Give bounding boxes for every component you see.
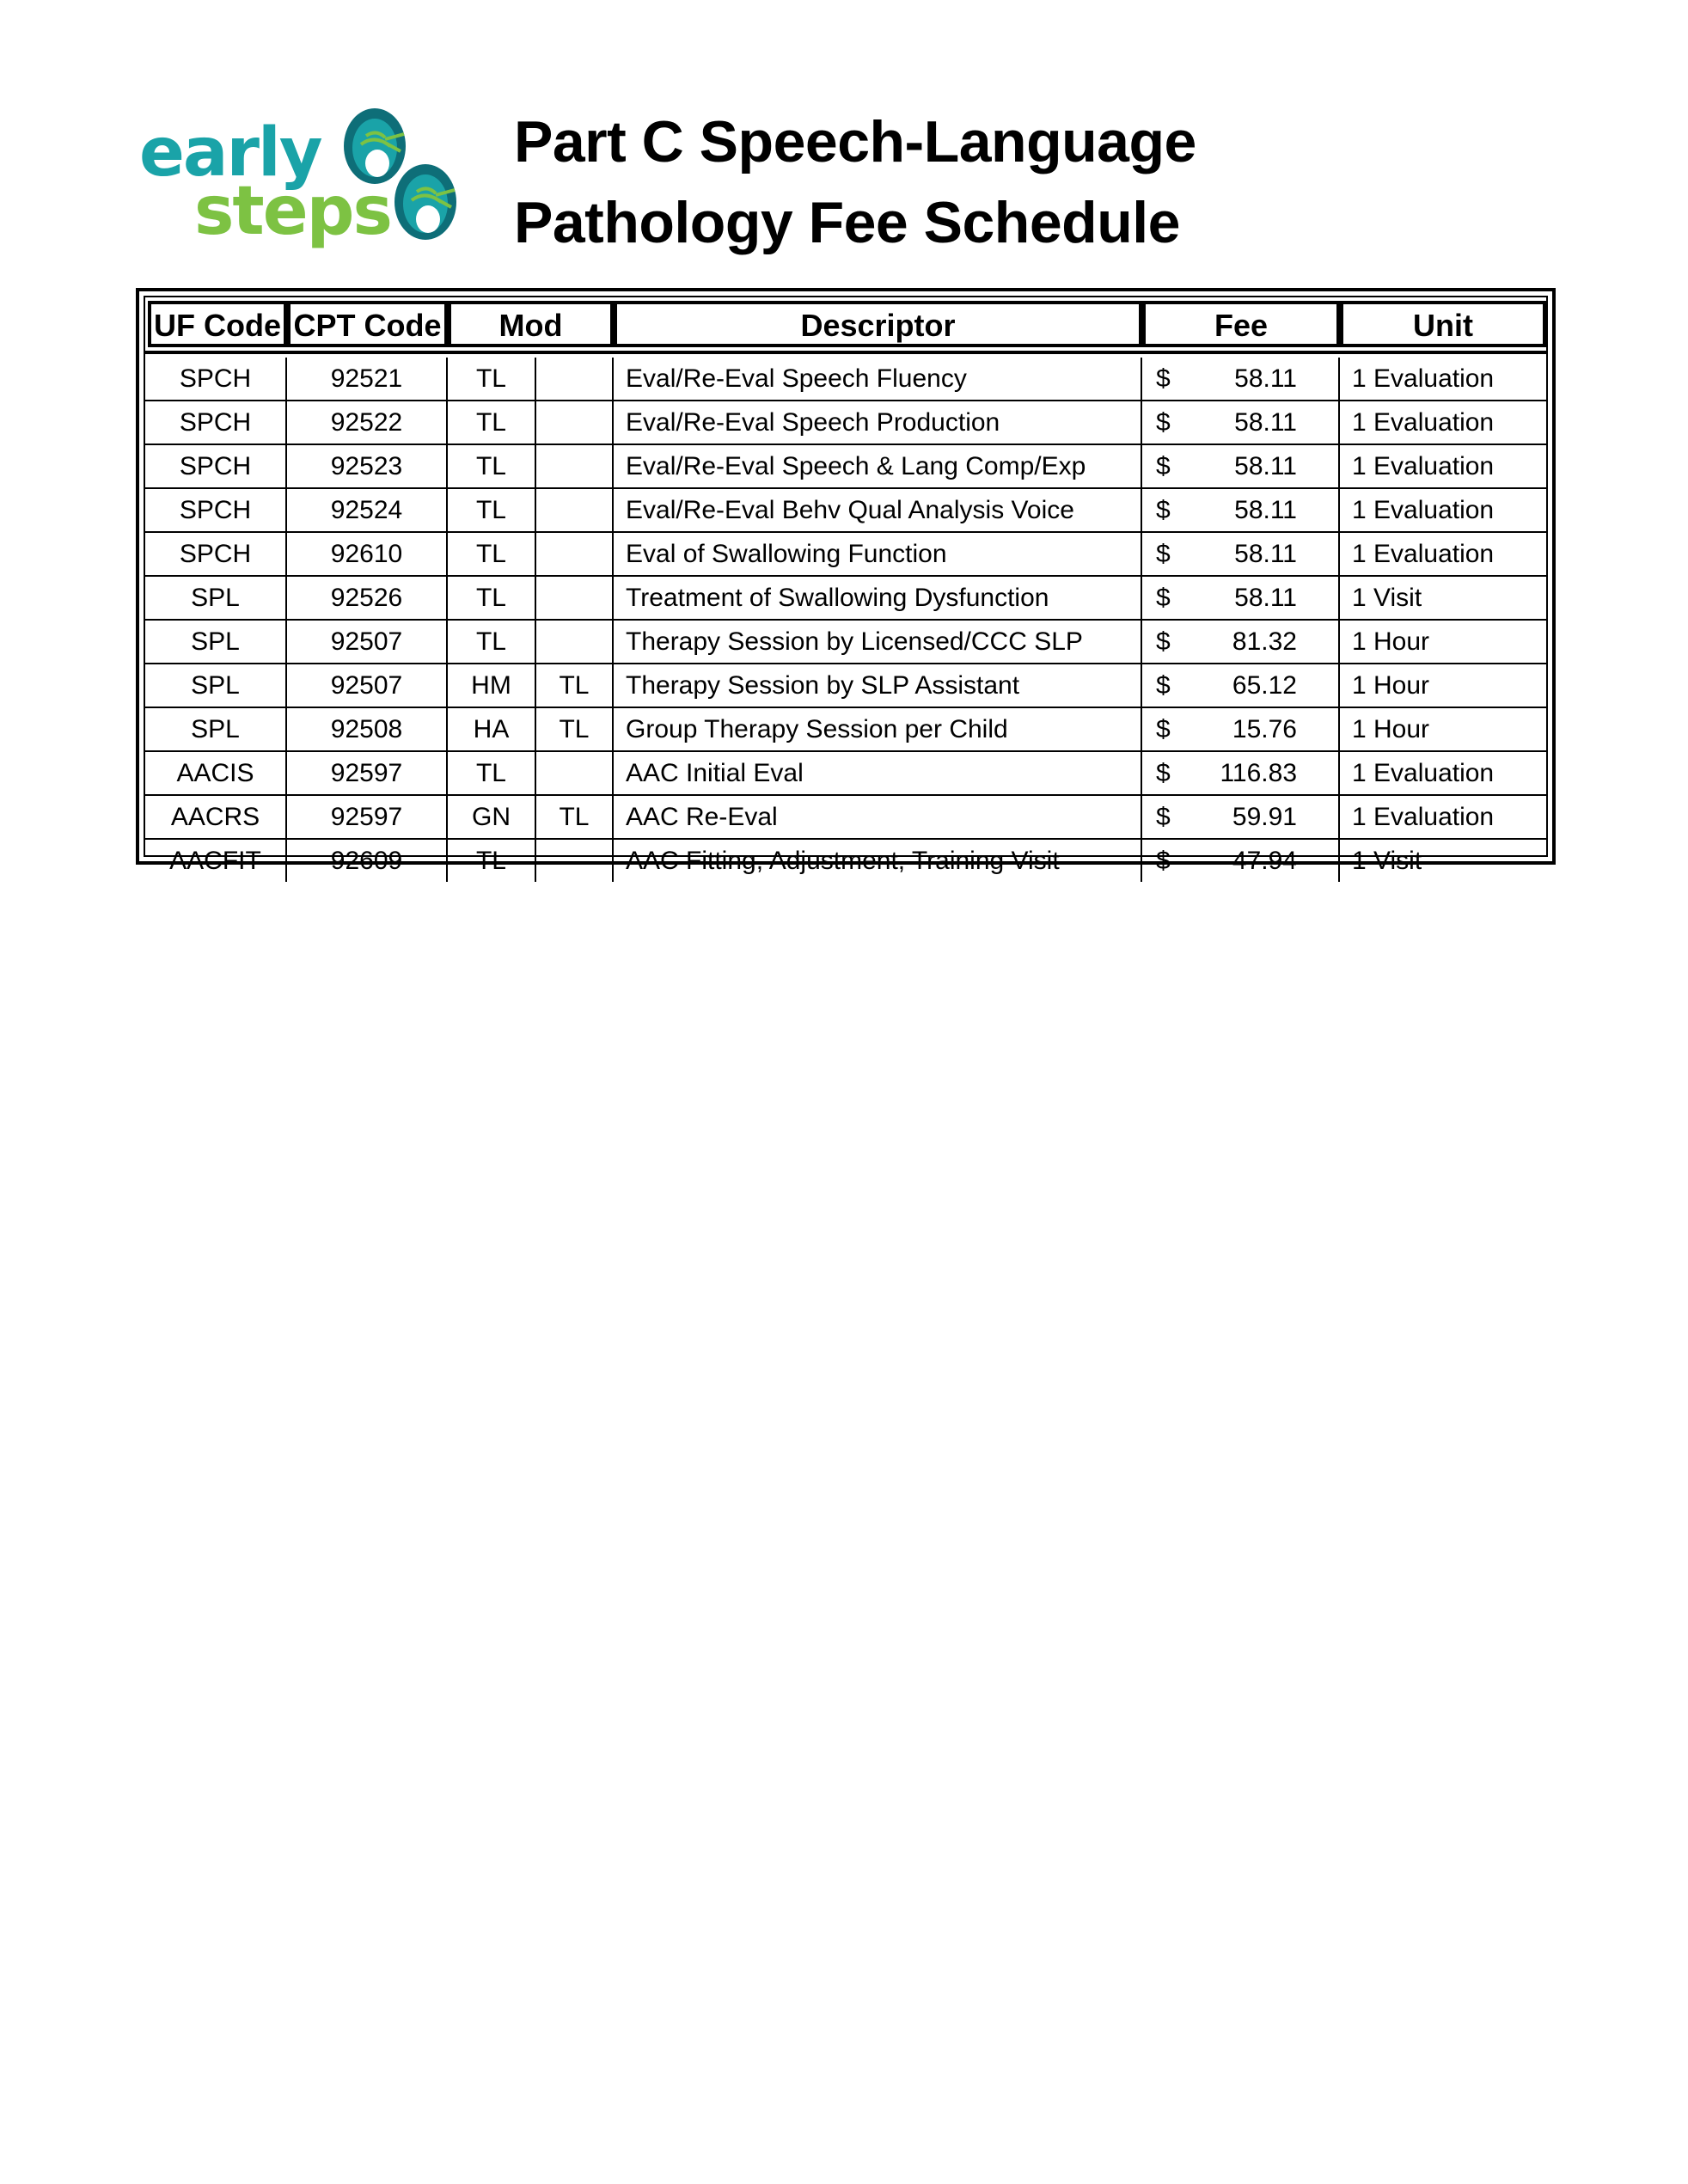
cell-cpt-code: 92597 xyxy=(287,796,448,840)
cell-mod-2 xyxy=(536,401,614,445)
fee-currency-symbol: $ xyxy=(1156,584,1171,612)
cell-unit: 1 Evaluation xyxy=(1340,533,1546,577)
cell-cpt-code: 92507 xyxy=(287,664,448,708)
cell-uf-code: SPCH xyxy=(145,533,287,577)
fee-currency-symbol: $ xyxy=(1156,364,1171,393)
cell-descriptor: Eval/Re-Eval Speech Fluency xyxy=(614,358,1142,401)
fee-amount: 15.76 xyxy=(1232,715,1297,743)
cell-descriptor: AAC Re-Eval xyxy=(614,796,1142,840)
column-header-cpt-code: CPT Code xyxy=(287,297,448,351)
cell-mod-1: TL xyxy=(448,621,536,664)
fee-amount: 116.83 xyxy=(1220,759,1297,787)
table-row xyxy=(145,796,1546,840)
cell-descriptor: Therapy Session by SLP Assistant xyxy=(614,664,1142,708)
fee-amount: 65.12 xyxy=(1232,671,1297,700)
fee-amount: 58.11 xyxy=(1234,408,1297,437)
column-header-uf-code: UF Code xyxy=(145,297,287,351)
cell-descriptor: Eval/Re-Eval Speech & Lang Comp/Exp xyxy=(614,445,1142,489)
fee-currency-symbol: $ xyxy=(1156,671,1171,700)
cell-mod-2: TL xyxy=(536,708,614,752)
cell-uf-code: AACFIT xyxy=(145,840,287,882)
cell-unit: 1 Evaluation xyxy=(1340,445,1546,489)
cell-cpt-code: 92524 xyxy=(287,489,448,533)
early-steps-logo xyxy=(136,96,471,251)
cell-cpt-code: 92526 xyxy=(287,577,448,621)
cell-unit: 1 Evaluation xyxy=(1340,796,1546,840)
cell-descriptor: AAC Initial Eval xyxy=(614,752,1142,796)
cell-mod-2 xyxy=(536,533,614,577)
table-row xyxy=(145,401,1546,445)
cell-fee xyxy=(1142,664,1340,708)
cell-cpt-code: 92610 xyxy=(287,533,448,577)
cell-mod-2 xyxy=(536,752,614,796)
cell-unit: 1 Evaluation xyxy=(1340,358,1546,401)
fee-currency-symbol: $ xyxy=(1156,540,1171,568)
cell-mod-1: GN xyxy=(448,796,536,840)
cell-unit: 1 Evaluation xyxy=(1340,489,1546,533)
fee-schedule-table xyxy=(136,288,1556,875)
cell-mod-2 xyxy=(536,840,614,882)
cell-mod-1: TL xyxy=(448,752,536,796)
cell-fee xyxy=(1142,752,1340,796)
fee-currency-symbol: $ xyxy=(1156,715,1171,743)
cell-fee xyxy=(1142,358,1340,401)
logo-word-steps: steps xyxy=(194,173,391,250)
cell-mod-1: TL xyxy=(448,533,536,577)
cell-mod-2 xyxy=(536,358,614,401)
cell-descriptor: Therapy Session by Licensed/CCC SLP xyxy=(614,621,1142,664)
cell-cpt-code: 92609 xyxy=(287,840,448,882)
cell-mod-1: HA xyxy=(448,708,536,752)
cell-descriptor: Eval of Swallowing Function xyxy=(614,533,1142,577)
cell-fee xyxy=(1142,708,1340,752)
cell-uf-code: SPL xyxy=(145,621,287,664)
fee-amount: 58.11 xyxy=(1234,540,1297,568)
cell-mod-2 xyxy=(536,577,614,621)
cell-fee xyxy=(1142,796,1340,840)
fee-amount: 58.11 xyxy=(1234,496,1297,524)
page-title xyxy=(514,101,1287,263)
cell-uf-code: SPL xyxy=(145,577,287,621)
cell-fee xyxy=(1142,840,1340,882)
fee-amount: 58.11 xyxy=(1234,364,1297,393)
column-header-mod: Mod xyxy=(448,297,614,351)
cell-unit: 1 Evaluation xyxy=(1340,752,1546,796)
column-header-fee: Fee xyxy=(1142,297,1340,351)
cell-unit: 1 Hour xyxy=(1340,708,1546,752)
cell-unit: 1 Visit xyxy=(1352,847,1422,875)
cell-uf-code: AACIS xyxy=(145,752,287,796)
cell-uf-code: SPCH xyxy=(145,401,287,445)
fee-currency-symbol: $ xyxy=(1156,627,1171,656)
cell-mod-2: TL xyxy=(536,796,614,840)
fee-currency-symbol: $ xyxy=(1156,759,1171,787)
logo-word-early: early xyxy=(139,114,321,192)
fee-currency-symbol: $ xyxy=(1156,847,1171,875)
fee-amount: 47.94 xyxy=(1232,847,1297,875)
cell-cpt-code: 92521 xyxy=(287,358,448,401)
cell-fee xyxy=(1142,401,1340,445)
fee-currency-symbol: $ xyxy=(1156,408,1171,437)
cell-fee xyxy=(1142,621,1340,664)
cell-cpt-code: 92597 xyxy=(287,752,448,796)
cell-unit: 1 Hour xyxy=(1340,621,1546,664)
table-header-row xyxy=(145,297,1546,351)
table-row xyxy=(145,358,1546,401)
table-row xyxy=(145,840,1546,882)
cell-mod-1: TL xyxy=(448,445,536,489)
cell-uf-code: SPCH xyxy=(145,489,287,533)
cell-descriptor: Treatment of Swallowing Dysfunction xyxy=(614,577,1142,621)
cell-uf-code: SPCH xyxy=(145,358,287,401)
cell-unit: 1 Visit xyxy=(1340,577,1546,621)
table-row xyxy=(145,752,1546,796)
table-row xyxy=(145,664,1546,708)
cell-mod-2: TL xyxy=(536,664,614,708)
baby-shoe-icon xyxy=(394,164,456,240)
fee-amount: 58.11 xyxy=(1234,452,1297,480)
cell-descriptor: Group Therapy Session per Child xyxy=(614,708,1142,752)
fee-amount: 81.32 xyxy=(1232,627,1297,656)
cell-mod-1: TL xyxy=(448,840,536,882)
cell-mod-2 xyxy=(536,445,614,489)
fee-amount: 58.11 xyxy=(1234,584,1297,612)
cell-mod-1: TL xyxy=(448,489,536,533)
cell-descriptor: AAC Fitting, Adjustment, Training Visit xyxy=(614,840,1142,882)
cell-descriptor: Eval/Re-Eval Behv Qual Analysis Voice xyxy=(614,489,1142,533)
cell-mod-2 xyxy=(536,621,614,664)
table-row xyxy=(145,489,1546,533)
table-row xyxy=(145,533,1546,577)
cell-cpt-code: 92523 xyxy=(287,445,448,489)
cell-unit: 1 Evaluation xyxy=(1340,401,1546,445)
fee-currency-symbol: $ xyxy=(1156,803,1171,831)
table-row xyxy=(145,708,1546,752)
cell-uf-code: AACRS xyxy=(145,796,287,840)
table-row xyxy=(145,445,1546,489)
cell-mod-1: HM xyxy=(448,664,536,708)
cell-uf-code: SPCH xyxy=(145,445,287,489)
fee-currency-symbol: $ xyxy=(1156,452,1171,480)
cell-mod-1: TL xyxy=(448,401,536,445)
fee-currency-symbol: $ xyxy=(1156,496,1171,524)
page-title-line-1: Part C Speech-Language xyxy=(514,109,1196,174)
cell-cpt-code: 92508 xyxy=(287,708,448,752)
header-divider xyxy=(145,351,1546,358)
table-row xyxy=(145,621,1546,664)
table-body xyxy=(145,358,1546,882)
cell-fee xyxy=(1142,445,1340,489)
cell-mod-1: TL xyxy=(448,577,536,621)
cell-uf-code: SPL xyxy=(145,708,287,752)
cell-descriptor: Eval/Re-Eval Speech Production xyxy=(614,401,1142,445)
column-header-unit: Unit xyxy=(1340,297,1546,351)
cell-mod-2 xyxy=(536,489,614,533)
fee-table-grid xyxy=(145,297,1546,882)
cell-unit: 1 Hour xyxy=(1340,664,1546,708)
cell-fee xyxy=(1142,489,1340,533)
cell-fee xyxy=(1142,533,1340,577)
cell-fee xyxy=(1142,577,1340,621)
page-title-line-2: Pathology Fee Schedule xyxy=(514,190,1180,255)
cell-cpt-code: 92507 xyxy=(287,621,448,664)
table-row xyxy=(145,577,1546,621)
fee-amount: 59.91 xyxy=(1232,803,1297,831)
cell-cpt-code: 92522 xyxy=(287,401,448,445)
cell-mod-1: TL xyxy=(448,358,536,401)
cell-uf-code: SPL xyxy=(145,664,287,708)
column-header-descriptor: Descriptor xyxy=(614,297,1142,351)
